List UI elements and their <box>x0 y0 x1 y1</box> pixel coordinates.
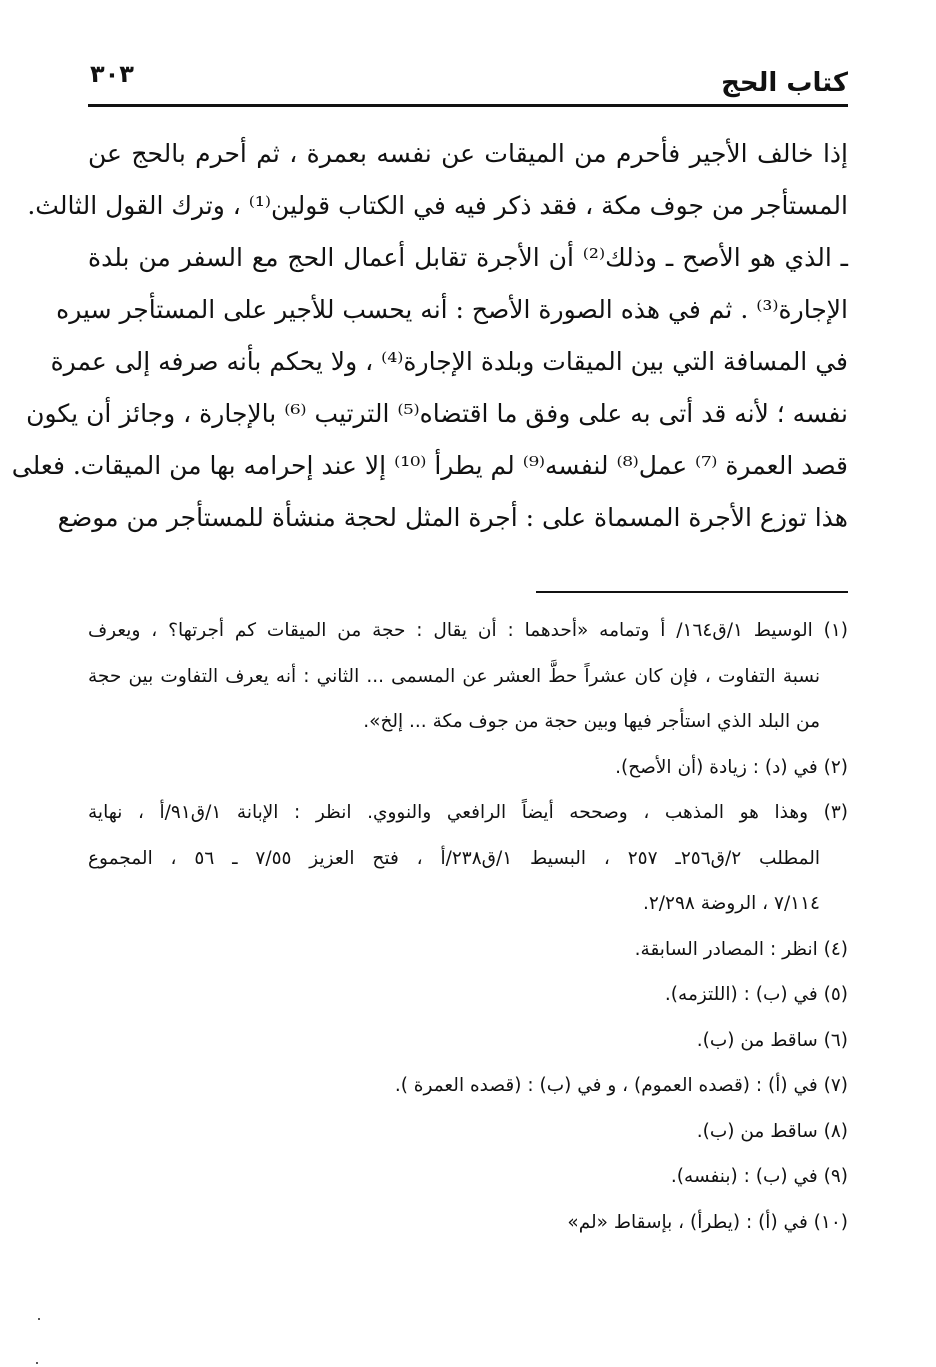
text-line: في المسافة التي بين الميقات وبلدة الإجارة⁽⁴⁾ ، ولا يحكم بأنه صرفه إلى عمرة <box>50 347 848 376</box>
footnotes <box>88 608 848 1245</box>
footnote-5 <box>88 972 848 1018</box>
text-line: الإجارة⁽³⁾ . ثم في هذه الصورة الأصح : أنه يحسب للأجير على المستأجر سيره <box>56 295 848 324</box>
page-number: ٣٠٣ <box>90 60 134 88</box>
book-title: كتاب الحج <box>721 68 848 98</box>
footnote-3 <box>88 790 848 927</box>
footnote-line: (٨) ساقط من (ب). <box>696 1120 848 1142</box>
footnote-line: (١٠) في (أ) : (يطرأ) ، بإسقاط «لم» <box>567 1211 848 1233</box>
text-line: إذا خالف الأجير فأحرم من الميقات عن نفسه بعمرة ، ثم أحرم بالحج عن <box>88 139 848 168</box>
footnote-line: (٦) ساقط من (ب). <box>696 1029 848 1051</box>
text-line: المستأجر من جوف مكة ، فقد ذكر فيه في الكتاب قولين⁽¹⁾ ، وترك القول الثالث. <box>27 191 848 220</box>
page-header <box>88 58 848 106</box>
footnote-divider <box>536 591 848 593</box>
footnote-9 <box>88 1154 848 1200</box>
footnote-line: (٢) في (د) : زيادة (أن الأصح). <box>615 756 848 778</box>
footnote-line: (٤) انظر : المصادر السابقة. <box>634 938 848 960</box>
footnote-line: (١) الوسيط ١/ق١٦٤/ أ وتمامه «أحدهما : أن يقال : حجة من الميقات كم أجرتها؟ ، ويعرف <box>88 620 848 641</box>
footnote-line: (٣) وهذا هو المذهب ، وصححه أيضاً الرافعي والنووي. انظر : الإبانة ١/ق٩١/أ ، نهاية <box>88 802 848 823</box>
text-line: هذا توزع الأجرة المسماة على : أجرة المثل لحجة منشأة للمستأجر من موضع <box>57 503 848 532</box>
footnote-line: (٥) في (ب) : (اللتزمه). <box>664 984 848 1005</box>
footnote-6 <box>88 1018 848 1064</box>
footnote-line: (٧) في (أ) : (قصده العموم) ، و في (ب) : (قصده العمرة ). <box>394 1075 848 1096</box>
header-divider <box>88 104 848 107</box>
text-line: ـ الذي هو الأصح ـ وذلك⁽²⁾ أن الأجرة تقابل أعمال الحج مع السفر من بلدة <box>88 243 848 272</box>
main-text <box>11 128 848 544</box>
text-line: قصد العمرة ⁽⁷⁾ عمل⁽⁸⁾ لنفسه⁽⁹⁾ لم يطرأ ⁽¹⁰⁾ إلا عند إحرامه بها من الميقات. فعلى <box>11 451 848 480</box>
footnote-line: (٩) في (ب) : (بنفسه). <box>670 1166 848 1187</box>
text-line: نفسه ؛ لأنه قد أتى به على وفق ما اقتضاه⁽⁵⁾ الترتيب ⁽⁶⁾ بالإجارة ، وجائز أن يكون <box>26 399 848 428</box>
scan-speck <box>36 1362 38 1364</box>
footnote-1 <box>88 608 848 745</box>
footnote-line: المطلب ٢/ق٢٥٦ـ ٢٥٧ ، البسيط ١/ق٢٣٨/أ ، فتح العزيز ٧/٥٥ ـ ٥٦ ، المجموع <box>88 847 820 869</box>
footnote-2 <box>88 745 848 791</box>
footnote-line: من البلد الذي استأجر فيها وبين حجة من جوف مكة ... إلخ». <box>363 711 820 732</box>
footnote-4 <box>88 927 848 973</box>
footnote-8 <box>88 1109 848 1155</box>
footnote-line: ٧/١١٤ ، الروضة ٢/٢٩٨. <box>642 893 820 914</box>
footnote-10 <box>88 1200 848 1246</box>
scan-speck <box>38 1318 40 1320</box>
footnote-7 <box>88 1063 848 1109</box>
footnote-line: نسبة التفاوت ، فإن كان عشراً حطَّ العشر عن المسمى ... الثاني : أنه يعرف التفاوت بين حجة <box>88 665 820 687</box>
